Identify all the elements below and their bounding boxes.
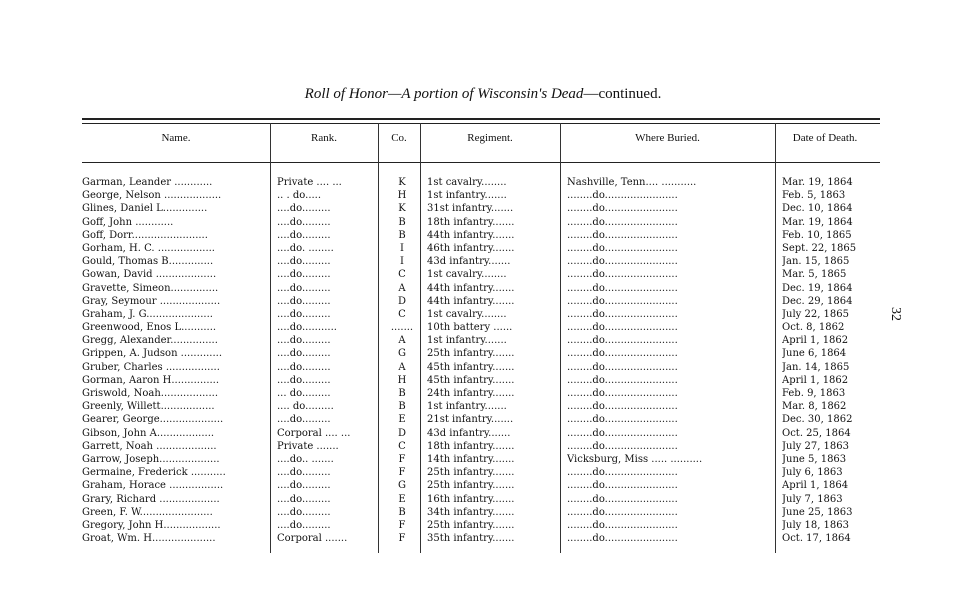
cell-name: Germaine, Frederick ........... [82,467,226,479]
cell-rank: ....do......... [277,467,331,479]
cell-date-of-death: April 1, 1862 [782,374,849,386]
cell-rank: ....do......... [277,480,331,492]
cell-date-of-death: June 6, 1864 [782,348,847,360]
cell-regiment: 25th infantry....... [427,467,515,479]
cell-where-buried: ........do....................... [567,440,678,452]
table-row [82,519,882,532]
cell-company: G [398,480,406,492]
cell-where-buried: ........do....................... [567,467,678,479]
table-row [82,268,882,281]
cell-where-buried: ........do....................... [567,322,678,334]
table-row [82,479,882,492]
cell-company: K [398,177,406,188]
cell-rank: ....do......... [277,335,331,347]
cell-date-of-death: Mar. 19, 1864 [782,177,853,188]
cell-company: D [397,295,407,307]
cell-date-of-death: June 25, 1863 [782,506,853,518]
cell-where-buried: ........do....................... [567,414,678,426]
cell-rank: Corporal ....... [277,533,348,545]
cell-where-buried: ........do....................... [567,493,678,505]
cell-name: Gearer, George.................... [82,414,224,426]
cell-company: F [398,453,406,465]
cell-name: Graham, Horace ................. [82,480,224,492]
cell-rank: ....do.. ....... [277,453,334,465]
cell-date-of-death: April 1, 1862 [782,335,849,347]
cell-where-buried: ........do....................... [567,216,678,228]
cell-rank: ... do......... [277,388,331,399]
cell-regiment: 18th infantry....... [427,440,515,452]
header-rank: Rank. [311,132,337,144]
cell-where-buried: Vicksburg, Miss ..... .......... [567,453,703,465]
cell-rank: ....do......... [277,269,331,281]
table-row [82,374,882,387]
cell-regiment: 1st infantry....... [427,335,507,347]
cell-name: Griswold, Noah.................. [82,388,219,399]
cell-date-of-death: Dec. 29, 1864 [782,295,853,307]
cell-where-buried: ........do....................... [567,401,678,413]
cell-name: Greenly, Willett................. [82,401,215,413]
table-row [82,308,882,321]
cell-regiment: 1st infantry....... [427,190,507,202]
cell-where-buried: ........do....................... [567,269,678,281]
top-rule [82,118,880,120]
title-italic: Roll of Honor—A portion of Wisconsin's Dead [304,86,584,102]
table-row [82,321,882,334]
cell-where-buried: ........do....................... [567,282,678,294]
cell-where-buried: ........do....................... [567,506,678,518]
cell-rank: ....do......... [277,256,331,268]
top-rule-thin [82,123,880,124]
cell-company: C [398,269,406,281]
cell-rank: ....do. ........ [277,242,334,254]
header-name: Name. [161,132,191,144]
cell-where-buried: ........do....................... [567,295,678,307]
cell-regiment: 1st cavalry........ [427,269,507,281]
cell-name: Gibson, John A.................. [82,427,215,439]
cell-company: H [397,374,407,386]
page-number: 32 [888,307,903,321]
table-row [82,176,882,189]
cell-where-buried: ........do....................... [567,335,678,347]
table-row [82,347,882,360]
cell-name: Graham, J. G..................... [82,308,213,320]
cell-date-of-death: July 22, 1865 [782,308,850,320]
table-row [82,255,882,268]
cell-date-of-death: Jan. 15, 1865 [782,256,850,268]
table-row [82,387,882,400]
cell-company: B [398,229,406,241]
cell-date-of-death: July 27, 1863 [782,440,850,452]
cell-rank: ....do......... [277,348,331,360]
table-row [82,202,882,215]
cell-company: B [398,388,406,399]
cell-regiment: 21st infantry....... [427,414,514,426]
cell-name: Garrow, Joseph................... [82,453,220,465]
cell-company: H [397,190,407,202]
cell-rank: Private ....... [277,440,339,452]
cell-rank: Corporal .... ... [277,427,351,439]
cell-date-of-death: Oct. 8, 1862 [782,322,845,334]
cell-rank: ....do......... [277,282,331,294]
cell-rank: ....do......... [277,493,331,505]
cell-date-of-death: Oct. 25, 1864 [782,427,851,439]
cell-name: Grippen, A. Judson ............. [82,348,223,360]
cell-regiment: 24th infantry....... [427,388,515,399]
cell-where-buried: ........do....................... [567,203,678,215]
cell-regiment: 1st cavalry........ [427,308,507,320]
cell-rank: ....do......... [277,361,331,373]
cell-company: D [397,427,407,439]
cell-regiment: 1st infantry....... [427,401,507,413]
cell-name: Grary, Richard ................... [82,493,220,505]
cell-company: A [398,282,406,294]
cell-name: Gould, Thomas B.............. [82,256,214,268]
cell-where-buried: Nashville, Tenn.... ........... [567,177,697,188]
cell-regiment: 43d infantry....... [427,256,511,268]
cell-regiment: 43d infantry....... [427,427,511,439]
cell-regiment: 44th infantry....... [427,229,515,241]
table-row [82,282,882,295]
cell-name: George, Nelson .................. [82,190,222,202]
cell-where-buried: ........do....................... [567,519,678,531]
header-regiment: Regiment. [467,132,513,144]
cell-regiment: 46th infantry....... [427,242,515,254]
cell-where-buried: ........do....................... [567,533,678,545]
cell-regiment: 25th infantry....... [427,348,515,360]
cell-regiment: 1st cavalry........ [427,177,507,188]
cell-name: Goff, Dorr........................ [82,229,208,241]
cell-regiment: 44th infantry....... [427,295,515,307]
table-row [82,229,882,242]
cell-rank: ....do......... [277,295,331,307]
cell-rank: ....do......... [277,374,331,386]
cell-date-of-death: Mar. 5, 1865 [782,269,847,281]
cell-company: A [398,335,406,347]
cell-regiment: 44th infantry....... [427,282,515,294]
cell-where-buried: ........do....................... [567,190,678,202]
table-row [82,334,882,347]
cell-date-of-death: Sept. 22, 1865 [782,242,857,254]
roll-table-body [82,176,882,545]
cell-name: Glines, Daniel L.............. [82,203,208,215]
table-row [82,532,882,545]
cell-regiment: 25th infantry....... [427,519,515,531]
table-row [82,466,882,479]
cell-name: Greenwood, Enos L........... [82,322,217,334]
table-row [82,413,882,426]
cell-company: E [398,493,406,505]
cell-rank: ....do......... [277,506,331,518]
cell-rank: .... do......... [277,401,334,413]
cell-company: I [400,256,404,268]
cell-where-buried: ........do....................... [567,229,678,241]
table-row [82,427,882,440]
cell-company: F [398,533,406,545]
cell-date-of-death: Jan. 14, 1865 [782,361,850,373]
cell-rank: ....do......... [277,519,331,531]
cell-company: K [398,203,406,215]
cell-rank: ....do......... [277,229,331,241]
cell-date-of-death: July 7, 1863 [782,493,843,505]
cell-regiment: 16th infantry....... [427,493,515,505]
cell-name: Gregory, John H.................. [82,519,221,531]
cell-date-of-death: June 5, 1863 [782,453,847,465]
cell-regiment: 18th infantry....... [427,216,515,228]
cell-rank: ....do......... [277,203,331,215]
cell-name: Green, F. W....................... [82,506,213,518]
cell-name: Gruber, Charles ................. [82,361,220,373]
cell-company: C [398,308,406,320]
cell-rank: Private .... ... [277,177,342,188]
cell-company: B [398,216,406,228]
cell-name: Garman, Leander ............ [82,177,213,188]
cell-where-buried: ........do....................... [567,480,678,492]
cell-company: G [398,348,406,360]
cell-company: I [400,242,404,254]
cell-rank: ....do......... [277,308,331,320]
cell-company: B [398,506,406,518]
cell-name: Gravette, Simeon............... [82,282,219,294]
table-row [82,295,882,308]
cell-regiment: 34th infantry....... [427,506,515,518]
title-tail: —continued. [583,86,662,102]
cell-name: Garrett, Noah ................... [82,440,217,452]
cell-regiment: 14th infantry....... [427,453,515,465]
cell-date-of-death: Mar. 19, 1864 [782,216,853,228]
cell-company: E [398,414,406,426]
cell-where-buried: ........do....................... [567,348,678,360]
cell-date-of-death: Mar. 8, 1862 [782,401,847,413]
cell-rank: ....do......... [277,216,331,228]
cell-where-buried: ........do....................... [567,308,678,320]
cell-regiment: 35th infantry....... [427,533,515,545]
table-row [82,453,882,466]
cell-name: Gray, Seymour ................... [82,295,221,307]
cell-where-buried: ........do....................... [567,256,678,268]
cell-regiment: 45th infantry....... [427,374,515,386]
cell-date-of-death: Feb. 5, 1863 [782,190,846,202]
cell-company: F [398,519,406,531]
cell-where-buried: ........do....................... [567,374,678,386]
cell-regiment: 31st infantry....... [427,203,514,215]
cell-name: Groat, Wm. H.................... [82,533,216,545]
cell-rank: ....do........... [277,322,337,334]
table-row [82,189,882,202]
cell-where-buried: ........do....................... [567,427,678,439]
cell-date-of-death: Dec. 10, 1864 [782,203,853,215]
table-row [82,506,882,519]
cell-name: Gorham, H. C. .................. [82,242,215,254]
cell-name: Goff, John ............ [82,216,174,228]
cell-name: Gorman, Aaron H............... [82,374,220,386]
cell-where-buried: ........do....................... [567,242,678,254]
table-row [82,242,882,255]
header-where-buried: Where Buried. [635,132,700,144]
cell-company: C [398,440,406,452]
table-row [82,440,882,453]
cell-name: Gregg, Alexander............... [82,335,218,347]
cell-date-of-death: Oct. 17, 1864 [782,533,851,545]
cell-regiment: 10th battery ...... [427,322,513,334]
cell-date-of-death: April 1, 1864 [782,480,849,492]
cell-rank: ....do......... [277,414,331,426]
table-row [82,400,882,413]
cell-company: B [398,401,406,413]
cell-date-of-death: Feb. 10, 1865 [782,229,852,241]
table-row [82,493,882,506]
header-rule [82,162,880,163]
page-title [0,86,966,103]
cell-rank: .. . do..... [277,190,322,202]
table-row [82,361,882,374]
cell-date-of-death: Dec. 30, 1862 [782,414,853,426]
cell-date-of-death: July 6, 1863 [782,467,843,479]
cell-company: F [398,467,406,479]
cell-regiment: 45th infantry....... [427,361,515,373]
cell-name: Gowan, David ................... [82,269,217,281]
cell-company: A [398,361,406,373]
cell-date-of-death: Feb. 9, 1863 [782,388,846,399]
cell-regiment: 25th infantry....... [427,480,515,492]
cell-date-of-death: July 18, 1863 [782,519,850,531]
header-co: Co. [391,132,407,144]
cell-date-of-death: Dec. 19, 1864 [782,282,853,294]
table-row [82,216,882,229]
cell-company: ....... [390,322,414,334]
cell-where-buried: ........do....................... [567,361,678,373]
cell-where-buried: ........do....................... [567,388,678,399]
header-date-of-death: Date of Death. [792,132,858,144]
